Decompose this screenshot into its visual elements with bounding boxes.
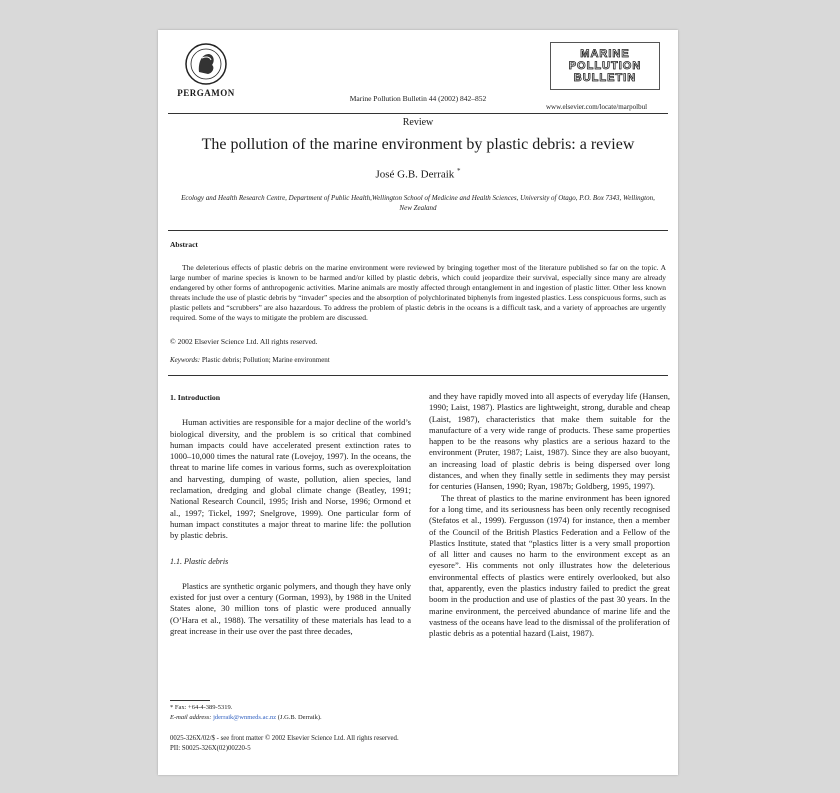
journal-logo-line-2: POLLUTION: [568, 60, 642, 72]
keywords-label: Keywords:: [170, 356, 201, 364]
journal-url[interactable]: www.elsevier.com/locate/marpolbul: [546, 103, 648, 111]
keywords: [170, 356, 330, 364]
publisher-emblem-icon: [184, 42, 228, 86]
keywords-list: Plastic debris; Pollution; Marine environment: [201, 356, 330, 364]
body-paragraph: The threat of plastics to the marine environment has been ignored for a long time, and its seriousness has been only recently recognised (Stefatos et al., 1999). Fergusson (1974) for instance, then a member of the Council of the British Plastics Federation and a Fellow of the Plastics Institute, stated that “plastics litter is a very small proportion of all litter and causes no harm to the environment except as an eyesore”. His comments not only illustrates how the deleterious environmental effects of plastics were entirely overlooked, but also that, apparently, even the plastics industry failed to predict the great boom in the production and use of plastics of the past 30 years. In the marine environment, the perceived abundance of marine life and the vastness of the oceans have lead to the dismissal of the proliferation of plastic debris as a potential hazard (Laist, 1987).: [429, 492, 670, 639]
author-affiliation: Ecology and Health Research Centre, Department of Public Health,Wellington School of Medicine and Health Sciences, University of Otago, P.O. Box 7343, Wellington, New Zealand: [181, 194, 655, 212]
article-author: [158, 167, 678, 181]
abstract-heading: Abstract: [170, 240, 198, 249]
abstract-bottom-divider: [168, 375, 668, 376]
author-footnote-mark[interactable]: *: [457, 167, 461, 175]
journal-logo-line-1: MARINE: [580, 48, 630, 60]
front-matter-line: 0025-326X/02/$ - see front matter © 2002 Elsevier Science Ltd. All rights reserved.: [170, 735, 399, 742]
body-column-left: [170, 389, 411, 637]
pii-line: PII: S0025-326X(02)00220-5: [170, 745, 251, 752]
article-identifiers: [170, 734, 399, 754]
body-column-right: [429, 391, 670, 640]
publisher-name: PERGAMON: [177, 88, 235, 98]
footnote-divider: [170, 700, 210, 701]
journal-citation: Marine Pollution Bulletin 44 (2002) 842–852: [349, 94, 487, 103]
footnote-email-link[interactable]: jderraik@wnmeds.ac.nz: [213, 714, 277, 721]
journal-logo: [550, 42, 660, 90]
paper-page: [158, 30, 678, 775]
footnote-email-line: [170, 713, 322, 723]
body-paragraph: and they have rapidly moved into all aspects of everyday life (Hansen, 1990; Laist, 1987). Plastics are lightweight, strong, durable and cheap (Laist, 1987), characteristics that make them suitable for the manufacture of a very wide range of products. These same properties happen to be the reasons why plastics are a serious hazard to the environment (Pruter, 1987; Laist, 1987). Since they are also buoyant, an increasing load of plastic debris is being dispersed over long distances, and when they finally settle in sediments they may persist for centuries (Hansen, 1990; Ryan, 1987b; Goldberg, 1995, 1997).: [429, 391, 670, 492]
publisher-logo: [170, 42, 242, 98]
subsection-heading-plastic-debris: 1.1. Plastic debris: [170, 556, 229, 566]
header-divider: [168, 113, 668, 114]
author-name: José G.B. Derraik: [375, 168, 455, 181]
journal-logo-line-3: BULLETIN: [573, 72, 637, 84]
author-footnote: [170, 703, 322, 723]
footnote-email-label: E-mail address:: [170, 714, 212, 721]
footnote-email-suffix: (J.G.B. Derraik).: [277, 714, 322, 721]
article-title: The pollution of the marine environment by plastic debris: a review: [201, 136, 635, 153]
body-paragraph: Human activities are responsible for a major decline of the world’s biological diversity, and the problem is so critical that combined human impacts could have accelerated present extinction rates to 1000–10,000 times the natural rate (Lovejoy, 1997). In the oceans, the threat to marine life comes in various forms, such as overexploitation and harvesting, dumping of waste, pollution, alien species, land reclamation, dredging and global climate change (Beatley, 1991; National Research Council, 1995; Irish and Norse, 1996; Ormond et al., 1997; Tickel, 1997; Snelgrove, 1999). One particular form of human impact constitutes a major threat to marine life: the pollution by plastic debris.: [170, 417, 411, 541]
section-heading-introduction: 1. Introduction: [170, 393, 221, 402]
abstract-copyright: © 2002 Elsevier Science Ltd. All rights reserved.: [170, 337, 318, 346]
abstract-text: The deleterious effects of plastic debris on the marine environment were reviewed by bringing together most of the literature published so far on the topic. A large number of marine species is known to be harmed and/or killed by plastic debris, which could jeopardize their survival, especially since many are already endangered by other forms of anthropogenic activities. Marine animals are mostly affected through entanglement in and ingestion of plastic litter. Other less known threats include the use of plastic debris by “invader” species and the absorption of polychlorinated biphenyls from ingested plastics. Less conspicuous forms, such as plastic pellets and “scrubbers” are also hazardous. To address the problem of plastic debris in the oceans is a difficult task, and a variety of approaches are urgently required. Some of the ways to mitigate the problem are discussed.: [170, 263, 666, 322]
abstract-top-divider: [168, 230, 668, 231]
article-type: Review: [402, 117, 434, 128]
body-paragraph: Plastics are synthetic organic polymers, and though they have only existed for just over a century (Gorman, 1993), by 1988 in the United States alone, 30 million tons of plastic were produced annually (O’Hara et al., 1988). The versatility of these materials has lead to a great increase in their use over the past three decades,: [170, 580, 411, 637]
footnote-fax: * Fax: +64-4-389-5319.: [170, 704, 233, 711]
